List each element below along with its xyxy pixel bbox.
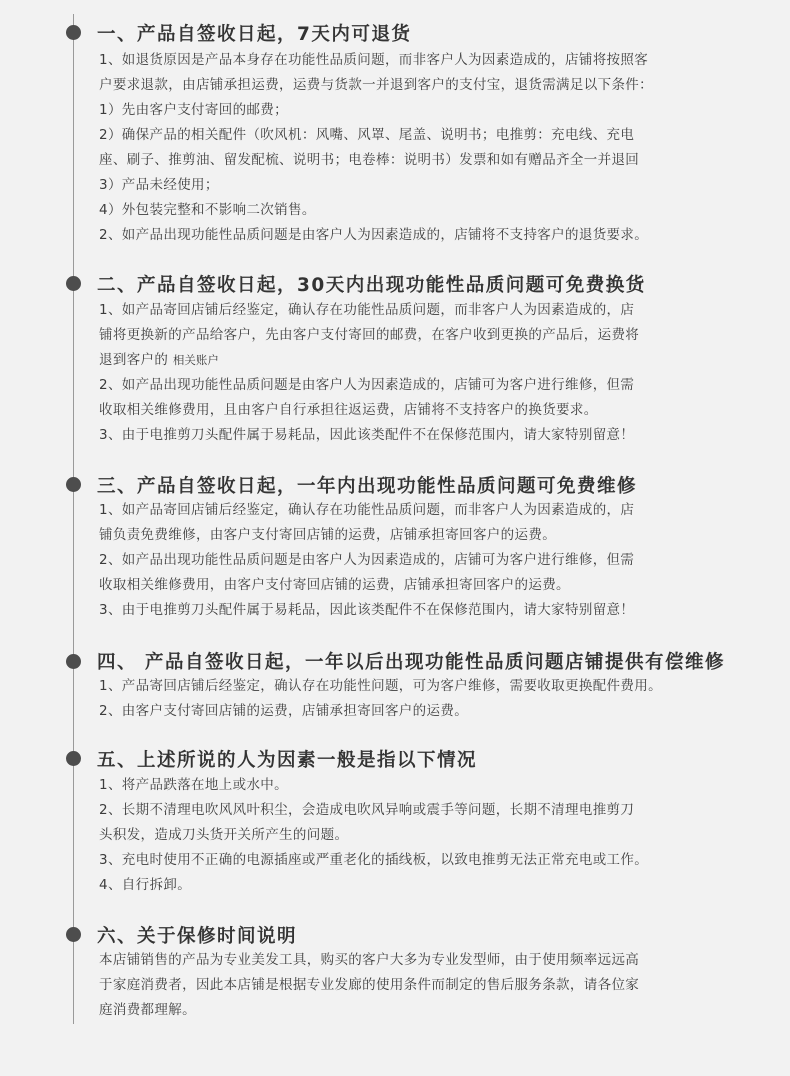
section-body [99,674,751,724]
body-line: 4、自行拆卸。 [99,877,192,893]
section-body [99,773,751,898]
body-line: 头积发，造成刀头货开关所产生的问题。 [99,827,349,843]
body-line: 铺将更换新的产品给客户，先由客户支付寄回的邮费，在客户收到更换的产品后，运费将 [99,327,640,343]
body-line: 2、由客户支付寄回店铺的运费，店铺承担寄回客户的运费。 [99,703,469,719]
body-line: 座、刷子、推剪油、留发配梳、说明书；电卷棒：说明书）发票和如有赠品齐全一并退回 [99,152,640,168]
body-line: 2、如产品出现功能性品质问题是由客户人为因素造成的，店铺可为客户进行维修，但需 [99,552,635,568]
body-line: 1）先由客户支付寄回的邮费； [99,102,288,118]
section-body [99,948,751,1023]
timeline-dot [66,927,81,942]
body-line: 3、由于电推剪刀头配件属于易耗品，因此该类配件不在保修范围内，请大家特别留意！ [99,427,635,443]
body-line: 3）产品未经使用； [99,177,219,193]
body-line: 2、长期不清理电吹风风叶积尘，会造成电吹风异响或震手等问题，长期不清理电推剪刀 [99,802,635,818]
body-line: 铺负责免费维修，由客户支付寄回店铺的运费，店铺承担寄回客户的运费。 [99,527,557,543]
timeline-dot [66,654,81,669]
body-line: 3、由于电推剪刀头配件属于易耗品，因此该类配件不在保修范围内，请大家特别留意！ [99,602,635,618]
body-line: 1、如产品寄回店铺后经鉴定，确认存在功能性品质问题，而非客户人为因素造成的，店 [99,302,635,318]
body-line: 3、充电时使用不正确的电源插座或严重老化的插线板，以致电推剪无法正常充电或工作。 [99,852,649,868]
body-text: 退到客户的 [99,352,169,368]
timeline-dot [66,25,81,40]
section-title: 四、 产品自签收日起，一年以后出现功能性品质问题店铺提供有偿维修 [97,652,725,673]
body-line: 收取相关维修费用，且由客户自行承担往返运费，店铺将不支持客户的换货要求。 [99,402,598,418]
section-title: 三、产品自签收日起，一年内出现功能性品质问题可免费维修 [97,476,638,497]
body-line: 1、如退货原因是产品本身存在功能性品质问题，而非客户人为因素造成的，店铺将按照客 [99,52,649,68]
body-line: 于家庭消费者，因此本店铺是根据专业发廊的使用条件而制定的售后服务条款，请各位家 [99,977,640,993]
body-line: 庭消费都理解。 [99,1002,196,1018]
body-line: 2、如产品出现功能性品质问题是由客户人为因素造成的，店铺可为客户进行维修，但需 [99,377,635,393]
section-body [99,298,751,448]
body-line: 1、如产品寄回店铺后经鉴定，确认存在功能性品质问题，而非客户人为因素造成的，店 [99,502,635,518]
body-line: 4）外包装完整和不影响二次销售。 [99,202,316,218]
timeline-dot [66,276,81,291]
body-line [99,348,751,373]
body-line: 2、如产品出现功能性品质问题是由客户人为因素造成的，店铺将不支持客户的退货要求。 [99,227,649,243]
section-title: 五、上述所说的人为因素一般是指以下情况 [97,750,478,771]
body-text-small: 相关账户 [172,353,219,367]
body-line: 1、产品寄回店铺后经鉴定，确认存在功能性问题，可为客户维修，需要收取更换配件费用。 [99,678,662,694]
body-line: 1、将产品跌落在地上或水中。 [99,777,288,793]
section-body [99,48,751,248]
body-line: 2）确保产品的相关配件（吹风机：风嘴、风罩、尾盖、说明书；电推剪：充电线、充电 [99,127,635,143]
section-title: 六、关于保修时间说明 [97,926,298,947]
timeline-dot [66,751,81,766]
timeline-dot [66,477,81,492]
body-line: 户要求退款，由店铺承担运费，运费与货款一并退到客户的支付宝，退货需满足以下条件： [99,77,653,93]
section-body [99,498,751,623]
timeline-line [73,14,74,1024]
section-title: 二、产品自签收日起，30天内出现功能性品质问题可免费换货 [97,275,646,296]
body-line: 本店铺销售的产品为专业美发工具，购买的客户大多为专业发型师，由于使用频率远远高 [99,952,640,968]
section-title: 一、产品自签收日起，7天内可退货 [97,24,412,45]
body-line: 收取相关维修费用，由客户支付寄回店铺的运费，店铺承担寄回客户的运费。 [99,577,570,593]
